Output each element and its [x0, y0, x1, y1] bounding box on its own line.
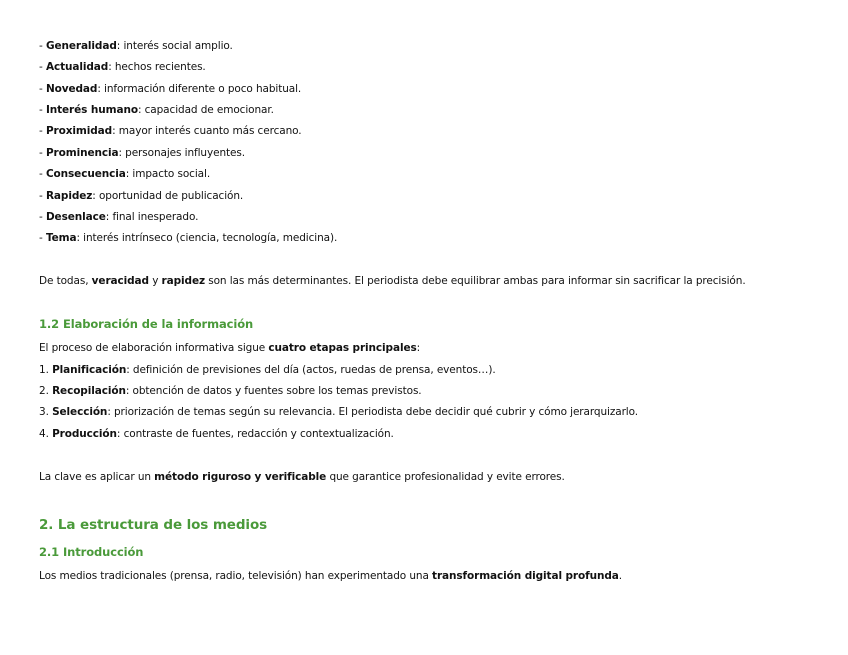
section-heading: 1.2 Elaboración de la información: [39, 317, 254, 331]
list-item: - Interés humano: capacidad de emocionar.: [39, 104, 274, 116]
list-item-term: Consecuencia: [45, 168, 126, 180]
subsection-heading: 2.1 Introducción: [39, 545, 144, 559]
chapter-heading: 2. La estructura de los medios: [39, 517, 268, 533]
list-item: - Tema: interés intrínseco (ciencia, tecnología, medicina).: [39, 232, 338, 244]
list-item: - Prominencia: personajes influyentes.: [39, 147, 245, 159]
list-item-term: Actualidad: [45, 61, 109, 73]
conclusion-paragraph: De todas, veracidad y rapidez son las más determinantes. El periodista debe equilibrar ambas para informar sin sacrificar la precisión.: [39, 275, 746, 287]
list-item: - Novedad: información diferente o poco habitual.: [39, 83, 302, 95]
list-item-term: Novedad: [45, 83, 98, 95]
step-item: 4. Producción: contraste de fuentes, redacción y contextualización.: [39, 428, 394, 440]
list-item: - Desenlace: final inesperado.: [39, 211, 199, 223]
list-item-term: Generalidad: [45, 40, 117, 52]
section-intro: El proceso de elaboración informativa sigue cuatro etapas principales:: [39, 342, 421, 354]
list-item-term: Interés humano: [45, 104, 138, 116]
step-item: 2. Recopilación: obtención de datos y fuentes sobre los temas previstos.: [39, 385, 422, 397]
list-item-term: Rapidez: [45, 190, 93, 202]
list-item-term: Proximidad: [45, 125, 113, 137]
step-item: 1. Planificación: definición de previsiones del día (actos, ruedas de prensa, eventos…).: [39, 364, 496, 376]
list-item: - Consecuencia: impacto social.: [39, 168, 211, 180]
list-item: - Rapidez: oportunidad de publicación.: [39, 190, 244, 202]
step-item: 3. Selección: priorización de temas según su relevancia. El periodista debe decidir qué cubrir y cómo jerarquizarlo.: [39, 406, 638, 418]
list-item: - Generalidad: interés social amplio.: [39, 40, 233, 52]
key-paragraph: La clave es aplicar un método riguroso y verificable que garantice profesionalidad y evite errores.: [39, 471, 565, 483]
intro-paragraph: Los medios tradicionales (prensa, radio, televisión) han experimentado una transformación digital profunda.: [39, 570, 622, 582]
list-item-term: Desenlace: [45, 211, 106, 223]
list-item-term: Tema: [45, 232, 77, 244]
list-item: - Proximidad: mayor interés cuanto más cercano.: [39, 125, 302, 137]
list-item: - Actualidad: hechos recientes.: [39, 61, 206, 73]
list-item-term: Prominencia: [45, 147, 119, 159]
